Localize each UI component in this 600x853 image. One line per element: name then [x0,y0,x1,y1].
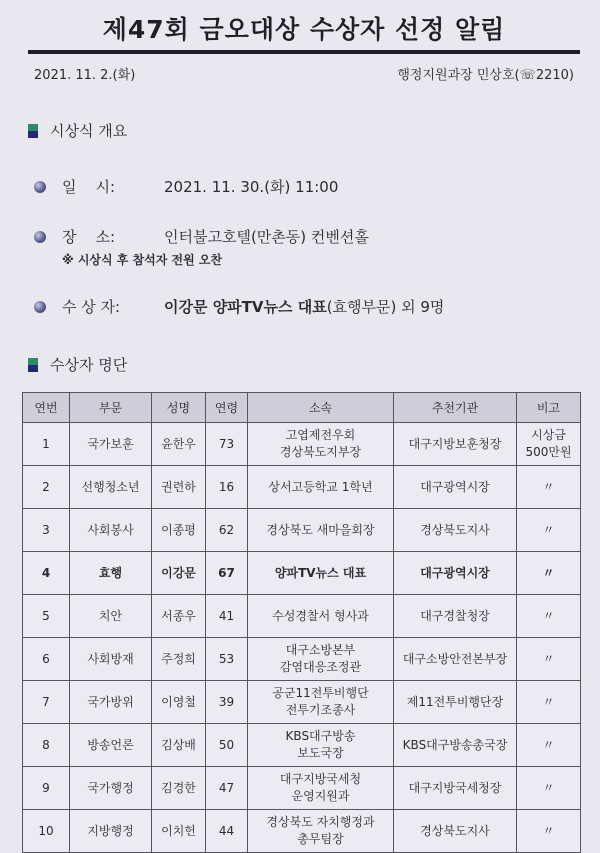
recommender-cell: 대구소방안전본부장 [394,638,517,681]
row-number-cell: 7 [23,681,70,724]
cell-line: 양파TV뉴스 대표 [274,565,367,580]
age-cell: 50 [206,724,248,767]
remark-cell [517,595,581,638]
row-number-cell: 1 [23,423,70,466]
ceremony-place [34,226,369,247]
winner-summary [34,296,444,317]
cell-line: 〃 [542,737,555,752]
document-date: 2021. 11. 2.(화) [34,68,136,83]
column-header: 추천기관 [394,393,517,423]
table-row [23,466,581,509]
cell-line: 〃 [542,694,555,709]
cell-line: KBS대구방송 [285,729,356,743]
remark-cell [517,767,581,810]
cell-line: 대구지방국세청 [279,772,362,786]
column-header: 연번 [23,393,70,423]
affiliation-cell [248,638,394,681]
table-row [23,681,581,724]
name-cell: 윤한우 [152,423,206,466]
winner-rest: (효행부문) 외 9명 [326,298,445,316]
cell-line: 경상북도 자치행정과 [266,815,375,829]
table-row [23,810,581,853]
age-cell: 53 [206,638,248,681]
affiliation-cell [248,552,394,595]
table-row [23,595,581,638]
department-contact: 행정지원과장 민상호(☏2210) [397,68,574,83]
table-row [23,552,581,595]
cell-line: 상서고등학교 1학년 [268,479,373,494]
column-header: 부문 [70,393,152,423]
cell-line: 감염대응조정관 [279,660,362,674]
name-cell: 주정희 [152,638,206,681]
cell-line: 대구소방본부 [285,643,356,657]
affiliation-cell [248,466,394,509]
column-header: 소속 [248,393,394,423]
cell-line: 공군11전투비행단 [272,686,369,700]
age-cell: 44 [206,810,248,853]
cell-line: 〃 [542,608,555,623]
name-cell: 권련하 [152,466,206,509]
affiliation-cell [248,810,394,853]
affiliation-cell [248,423,394,466]
name-cell: 김상배 [152,724,206,767]
category-cell: 국가행정 [70,767,152,810]
place-value: 인터불고호텔(만촌동) 컨벤션홀 [164,228,369,246]
recommender-cell: 대구지방보훈청장 [394,423,517,466]
age-cell: 39 [206,681,248,724]
recommender-cell: 대구광역시장 [394,552,517,595]
name-cell: 이영철 [152,681,206,724]
table-header-row [23,393,581,423]
category-cell: 효행 [70,552,152,595]
age-cell: 16 [206,466,248,509]
age-cell: 47 [206,767,248,810]
recommender-cell: 경상북도지사 [394,810,517,853]
cell-line: 〃 [542,823,555,838]
winner-name-bold: 이강문 양파TV뉴스 대표 [164,298,327,316]
row-number-cell: 8 [23,724,70,767]
affiliation-cell [248,681,394,724]
cell-line: 보도국장 [297,746,344,760]
row-number-cell: 5 [23,595,70,638]
category-cell: 치안 [70,595,152,638]
cell-line: 운영지원과 [291,789,350,803]
remark-cell [517,638,581,681]
column-header: 비고 [517,393,581,423]
document-title: 제47회 금오대상 수상자 선정 알림 [102,15,506,44]
name-cell: 서종우 [152,595,206,638]
roster-section-heading [28,354,127,375]
time-label: 일 시: [62,178,116,196]
column-header: 연령 [206,393,248,423]
table-row [23,767,581,810]
recommender-cell: 대구광역시장 [394,466,517,509]
cell-line: 〃 [542,651,555,666]
section-marker-icon [28,124,38,138]
name-cell: 이강문 [152,552,206,595]
recommender-cell: 대구경찰청장 [394,595,517,638]
bullet-icon [34,181,46,193]
remark-cell [517,724,581,767]
row-number-cell: 6 [23,638,70,681]
remark-cell [517,810,581,853]
cell-line: 〃 [542,522,555,537]
ceremony-time [34,176,338,197]
row-number-cell: 9 [23,767,70,810]
cell-line: 〃 [542,479,555,494]
cell-line: 수성경찰서 형사과 [272,608,369,623]
cell-line: 고엽제전우회 [285,428,356,442]
age-cell: 62 [206,509,248,552]
category-cell: 국가방위 [70,681,152,724]
roster-heading-text: 수상자 명단 [50,356,128,374]
table-row [23,724,581,767]
name-cell: 이치헌 [152,810,206,853]
cell-line: 시상금 [531,428,566,442]
category-cell: 국가보훈 [70,423,152,466]
category-cell: 사회봉사 [70,509,152,552]
overview-section-heading [28,120,127,141]
category-cell: 지방행정 [70,810,152,853]
remark-cell [517,423,581,466]
cell-line: 경상북도지부장 [279,445,362,459]
recommender-cell: 제11전투비행단장 [394,681,517,724]
row-number-cell: 3 [23,509,70,552]
age-cell: 67 [206,552,248,595]
cell-line: 〃 [542,565,555,580]
title-underline [28,50,580,54]
affiliation-cell [248,509,394,552]
row-number-cell: 10 [23,810,70,853]
age-cell: 73 [206,423,248,466]
name-cell: 이종평 [152,509,206,552]
lunch-note: ※ 시상식 후 참석자 전원 오찬 [62,253,223,267]
cell-line: 〃 [542,780,555,795]
affiliation-cell [248,595,394,638]
remark-cell [517,681,581,724]
column-header: 성명 [152,393,206,423]
recommender-cell: 경상북도지사 [394,509,517,552]
category-cell: 사회방재 [70,638,152,681]
section-marker-icon [28,358,38,372]
table-row [23,509,581,552]
cell-line: 총무팀장 [297,832,344,846]
bullet-icon [34,301,46,313]
bullet-icon [34,231,46,243]
winner-label: 수 상 자: [62,298,121,316]
category-cell: 방송언론 [70,724,152,767]
remark-cell [517,466,581,509]
cell-line: 500만원 [525,445,572,459]
winners-table [22,392,581,853]
table-row [23,423,581,466]
table-row [23,638,581,681]
recommender-cell: 대구지방국세청장 [394,767,517,810]
affiliation-cell [248,767,394,810]
name-cell: 김경한 [152,767,206,810]
row-number-cell: 4 [23,552,70,595]
cell-line: 경상북도 새마을회장 [266,522,375,537]
affiliation-cell [248,724,394,767]
place-label: 장 소: [62,228,116,246]
row-number-cell: 2 [23,466,70,509]
overview-heading-text: 시상식 개요 [50,122,128,140]
table-body [23,423,581,853]
age-cell: 41 [206,595,248,638]
cell-line: 전투기조종사 [285,703,356,717]
remark-cell [517,552,581,595]
time-value: 2021. 11. 30.(화) 11:00 [164,178,339,196]
remark-cell [517,509,581,552]
category-cell: 선행청소년 [70,466,152,509]
recommender-cell: KBS대구방송총국장 [394,724,517,767]
